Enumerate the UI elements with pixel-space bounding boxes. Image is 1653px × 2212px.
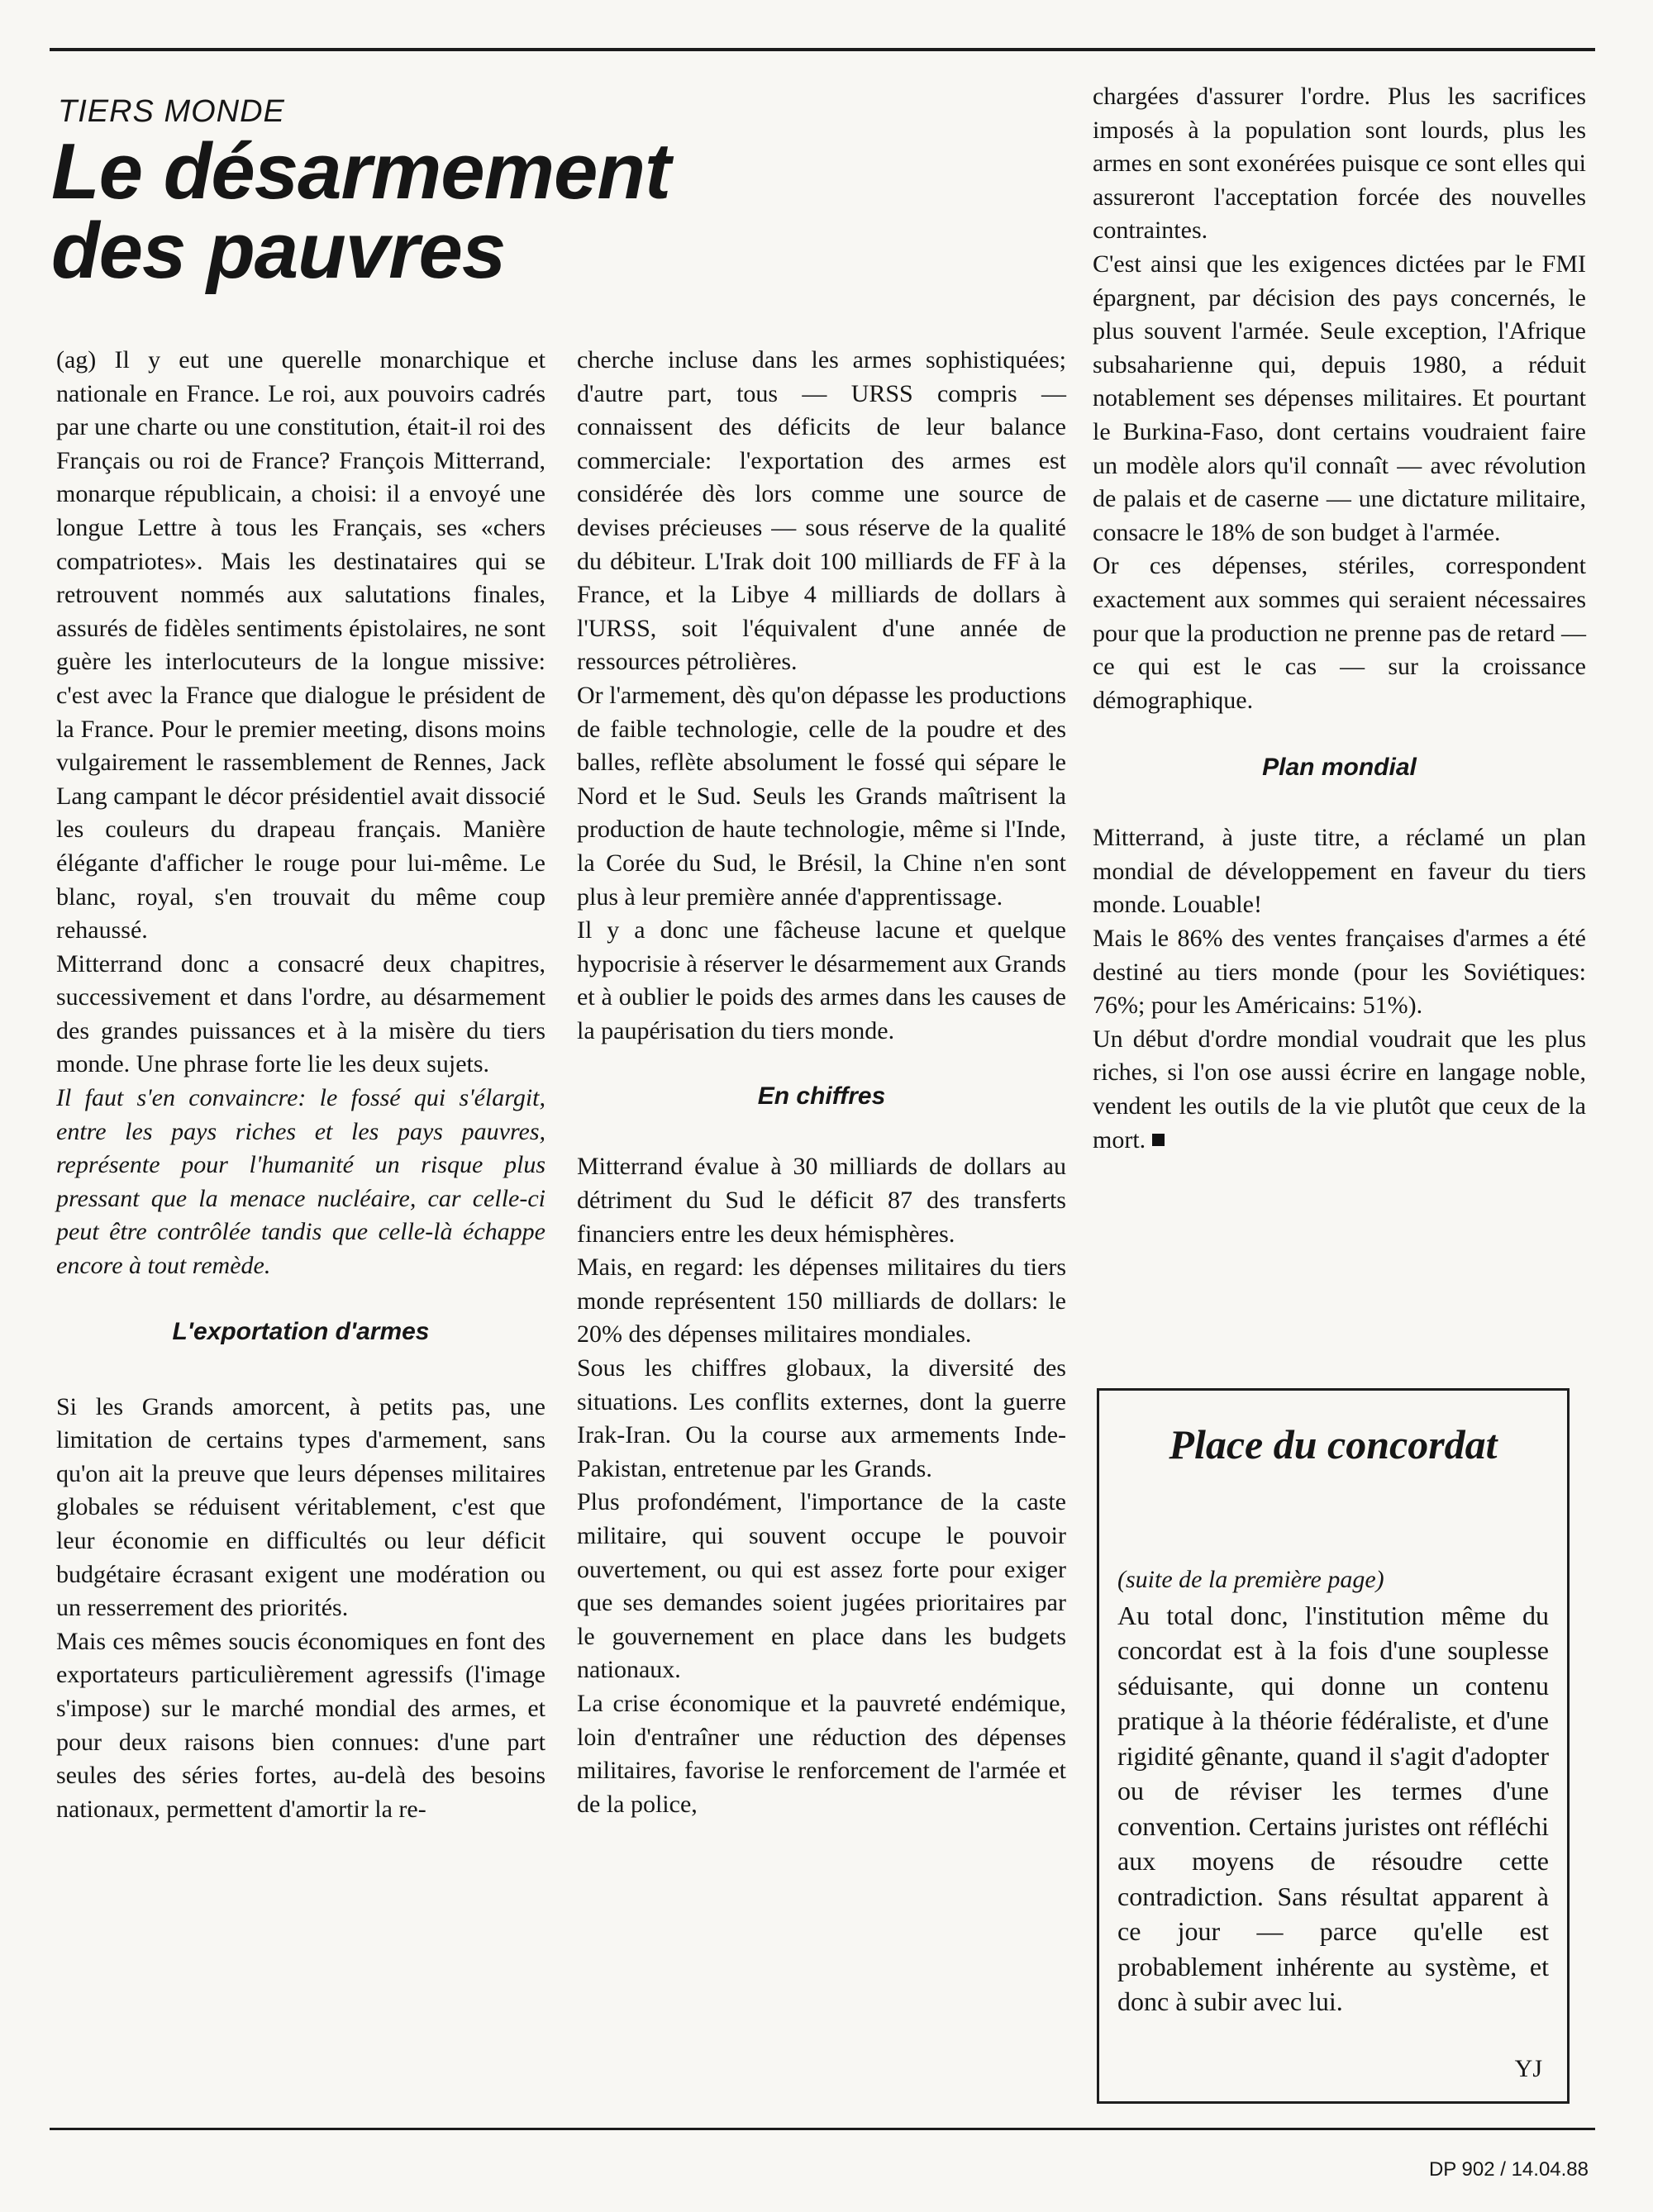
top-rule	[50, 48, 1595, 51]
bottom-rule	[50, 2128, 1595, 2130]
paragraph-last	[1093, 1023, 1586, 1157]
paragraph: C'est ainsi que les exigences dictées par le FMI épargnent, par décision des pays concernés, le plus souvent l'armée. Seule exception, l'Afrique subsaharienne qui, depuis 1980, a réduit notablement ses dépenses militaires. Et pourtant le Burkina-Faso, dont certains voudraient faire un modèle alors qu'il connaît — avec révolution de palais et de caserne — une dictature militaire, consacre le 18% de son budget à l'armée.	[1093, 250, 1586, 546]
sidebar-signature: YJ	[1514, 2055, 1542, 2082]
paragraph: Mitterrand évalue à 30 milliards de dollars au détriment du Sud le déficit 87 des transferts financiers entre les deux hémisphères.	[577, 1153, 1066, 1248]
paragraph: chargées d'assurer l'ordre. Plus les sacrifices imposés à la population sont lourds, plus les armes en sont exonérées puisque ce sont elles qui assureront l'acceptation forcée des nouvelles contraintes.	[1093, 83, 1586, 245]
article-column-1	[56, 344, 545, 1826]
issue-reference: DP 902 / 14.04.88	[1428, 2158, 1589, 2181]
sidebar-body	[1117, 1563, 1549, 2019]
article-title: Le désarmement des pauvres	[51, 127, 670, 295]
subhead-chiffres: En chiffres	[757, 1082, 886, 1111]
paragraph: Or l'armement, dès qu'on dépasse les productions de faible technologie, celle de la poudre et des balles, reflète absolument le fossé qui sépare le Nord et le Sud. Seuls les Grands maîtrisent la production de haute technologie, même si l'Inde, la Corée du Sud, le Brésil, la Chine n'en sont plus à leur première année d'apprentissage.	[577, 681, 1066, 911]
paragraph-text: Un début d'ordre mondial voudrait que les plus riches, si l'on ose aussi écrire en langage noble, vendent les outils de la vie plutôt que ceux de la mort.	[1093, 1025, 1586, 1154]
paragraph: Mais, en regard: les dépenses militaires du tiers monde représentent 150 milliards de dollars: le 20% des dépenses militaires mondiales.	[577, 1253, 1066, 1349]
paragraph: Il y a donc une fâcheuse lacune et quelque hypocrisie à réserver le désarmement aux Grands et à oublier le poids des armes dans les causes de la paupérisation du tiers monde.	[577, 916, 1066, 1044]
paragraph: Or ces dépenses, stériles, correspondent exactement aux sommes qui seraient nécessaires pour que la production ne prenne pas de retard — ce qui est le cas — sur la croissance démographique.	[1093, 552, 1586, 714]
sidebar-text: Au total donc, l'institution même du concordat est à la fois d'une souplesse séduisante, qui donne un contenu pratique à la théorie fédéraliste, et d'une rigidité gênante, quand il s'agit d'adopter ou de réviser les termes d'une convention. Certains juristes ont réfléchi aux moyens de résoudre cette contradiction. Sans résultat apparent à ce jour — parce qu'elle est probablement inhérente au système, et donc à subir avec lui.	[1117, 1600, 1549, 2016]
sidebar-lead: (suite de la première page)	[1117, 1566, 1384, 1593]
paragraph: Mais le 86% des ventes françaises d'armes a été destiné au tiers monde (pour les Soviétiques: 76%; pour les Américains: 51%).	[1093, 925, 1586, 1020]
paragraph: (ag) Il y eut une querelle monarchique et nationale en France. Le roi, aux pouvoirs cadrés par une charte ou une constitution, était-il roi des Français ou roi de France? François Mitterrand, monarque républicain, a choisi: il a envoyé une longue Lettre à tous les Français, ses «chers compatriotes». Mais les destinataires qui se retrouvent nommés aux salutations finales, assurés de fidèles sentiments épistolaires, ne sont guère les interlocuteurs de la longue missive: c'est avec la France que dialogue le président de la France. Pour le premier meeting, disons moins vulgairement le rassemblement de Rennes, Jack Lang campant le décor présidentiel avait dissocié les couleurs du drapeau français. Manière élégante d'afficher le rouge pour lui-même. Le blanc, royal, s'en trouvait du même coup rehaussé.	[56, 346, 545, 944]
section-kicker: TIERS MONDE	[58, 94, 285, 129]
end-mark-icon	[1152, 1134, 1165, 1146]
article-column-3	[1093, 80, 1586, 1157]
sidebar-title: Place du concordat	[1169, 1421, 1498, 1468]
article-column-2	[577, 344, 1066, 1821]
quotation: Il faut s'en convaincre: le fossé qui s'élargit, entre les pays riches et les pays pauvres, représente pour l'humanité un risque plus pressant que la menace nucléaire, car celle-ci peut être contrôlée tandis que celle-là échappe encore à tout remède.	[56, 1084, 545, 1280]
paragraph: Mitterrand donc a consacré deux chapitres, successivement et dans l'ordre, au désarmement des grandes puissances et à la misère du tiers monde. Une phrase forte lie les deux sujets.	[56, 949, 545, 1078]
subhead-plan-mondial: Plan mondial	[1262, 754, 1417, 782]
paragraph: La crise économique et la pauvreté endémique, loin d'entraîner une réduction des dépenses militaires, favorise le renforcement de l'armée et de la police,	[577, 1689, 1066, 1818]
paragraph: Mais ces mêmes soucis économiques en font des exportateurs particulièrement agressifs (l'image s'impose) sur le marché mondial des armes, et pour deux raisons bien connues: d'une part seules des séries fortes, au-delà des besoins nationaux, permettent d'amortir la re-	[56, 1627, 545, 1823]
subhead-exportation: L'exportation d'armes	[172, 1317, 430, 1345]
paragraph: Sous les chiffres globaux, la diversité des situations. Les conflits externes, dont la guerre Irak-Iran. Ou la course aux armements Inde-Pakistan, entretenue par les Grands.	[577, 1354, 1066, 1482]
paragraph: Mitterrand, à juste titre, a réclamé un plan mondial de développement en faveur du tiers monde. Louable!	[1093, 824, 1586, 919]
sidebar-box	[1097, 1388, 1570, 2104]
paragraph: Si les Grands amorcent, à petits pas, une limitation de certains types d'armement, sans qu'on ait la preuve que leurs dépenses militaires globales se réduisent véritablement, c'est que leur économie en difficultés ou leur déficit budgétaire écrasant exigent une modération ou un resserrement des priorités.	[56, 1392, 545, 1622]
paragraph: Plus profondément, l'importance de la caste militaire, qui souvent occupe le pouvoir ouvertement, ou qui est assez forte pour exiger que ses demandes soient jugées prioritaires par le gouvernement en place dans les budgets nationaux.	[577, 1488, 1066, 1684]
paragraph: cherche incluse dans les armes sophistiquées; d'autre part, tous — URSS compris — connaissent des déficits de leur balance commerciale: l'exportation des armes est considérée dès lors comme une source de devises précieuses — sous réserve de la qualité du débiteur. L'Irak doit 100 milliards de FF à la France, et la Libye 4 milliards de dollars à l'URSS, soit l'équivalent d'une année de ressources pétrolières.	[577, 346, 1066, 676]
